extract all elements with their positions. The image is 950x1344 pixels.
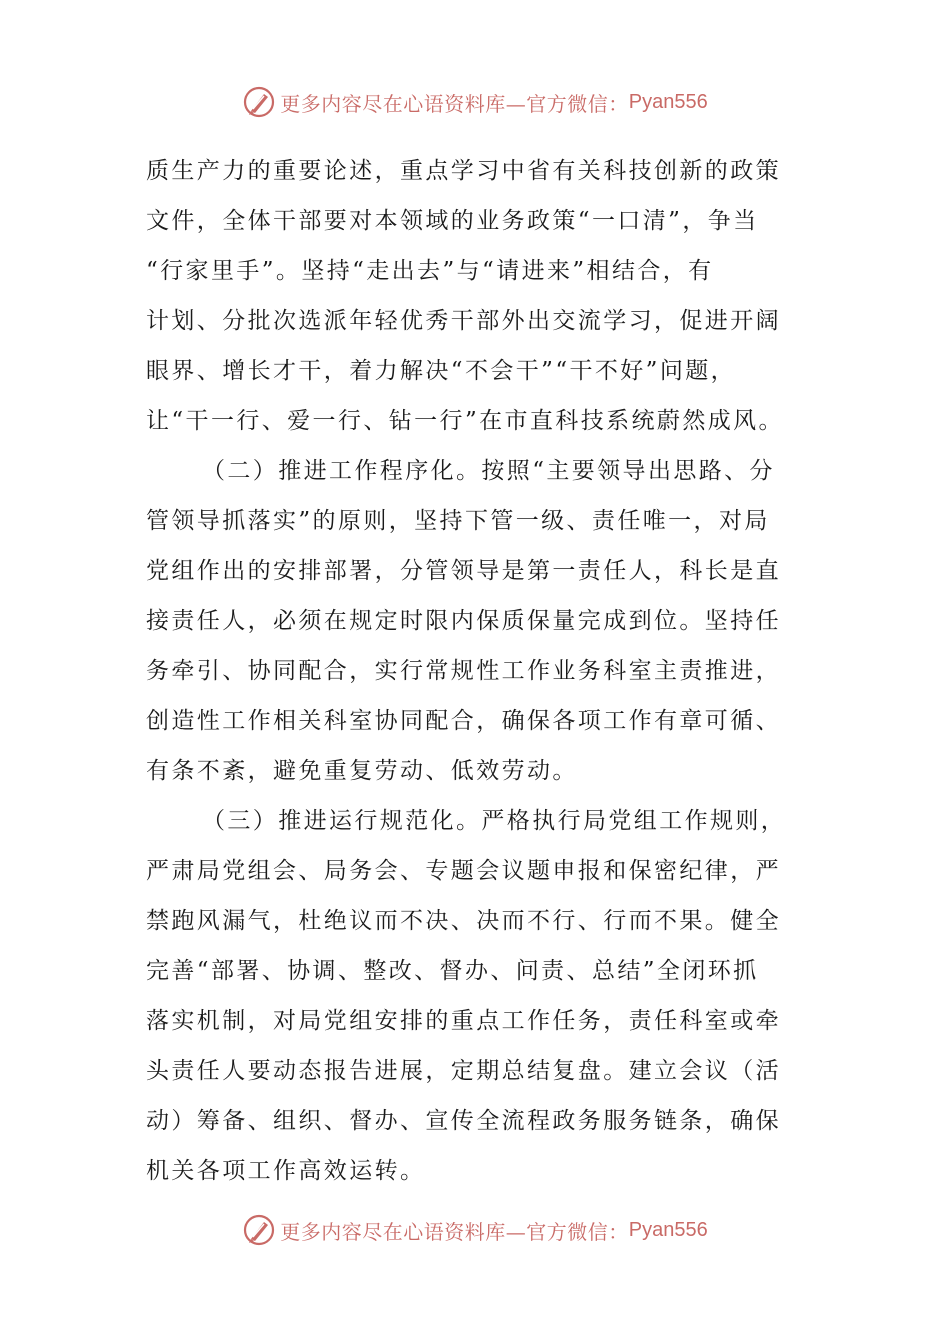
text-line: 完善“部署、协调、整改、督办、问责、总结”全闭环抓 <box>146 958 759 984</box>
text-line: 让“干一行、爱一行、钻一行”在市直科技系统蔚然成风。 <box>146 408 784 434</box>
text-line: 有条不紊，避免重复劳动、低效劳动。 <box>146 758 578 784</box>
text-line: 严肃局党组会、局务会、专题会议题申报和保密纪律，严 <box>146 858 781 884</box>
text-line: 党组作出的安排部署，分管领导是第一责任人，科长是直 <box>146 558 781 584</box>
watermark-text: 更多内容尽在心语资料库—官方微信： <box>280 1219 629 1244</box>
text-line: 动）筹备、组织、督办、宣传全流程政务服务链条，确保 <box>146 1108 781 1134</box>
watermark-text: 更多内容尽在心语资料库—官方微信： <box>280 91 629 116</box>
section-heading-line: （二）推进工作程序化。按照“主要领导出思路、分 <box>202 458 775 484</box>
header-watermark <box>0 82 950 122</box>
pen-logo-icon <box>242 85 276 119</box>
text-line: 质生产力的重要论述，重点学习中省有关科技创新的政策 <box>146 158 781 184</box>
watermark-wechat-id: Pyan556 <box>628 90 708 113</box>
text-line: 务牵引、协同配合，实行常规性工作业务科室主责推进， <box>146 658 781 684</box>
section-heading-line: （三）推进运行规范化。严格执行局党组工作规则， <box>202 808 787 834</box>
text-line: 管领导抓落实”的原则，坚持下管一级、责任唯一，对局 <box>146 508 770 534</box>
text-line: 计划、分批次选派年轻优秀干部外出交流学习，促进开阔 <box>146 308 781 334</box>
text-line: “行家里手”。坚持“走出去”与“请进来”相结合，有 <box>146 258 714 284</box>
text-line: 文件，全体干部要对本领域的业务政策“一口清”，争当 <box>146 208 759 234</box>
text-line: 创造性工作相关科室协同配合，确保各项工作有章可循、 <box>146 708 781 734</box>
text-line: 眼界、增长才干，着力解决“不会干”“干不好”问题， <box>146 358 737 384</box>
footer-watermark <box>0 1210 950 1250</box>
document-body <box>146 146 806 1196</box>
text-line: 禁跑风漏气，杜绝议而不决、决而不行、行而不果。健全 <box>146 908 781 934</box>
text-line: 机关各项工作高效运转。 <box>146 1158 426 1184</box>
text-line: 接责任人，必须在规定时限内保质保量完成到位。坚持任 <box>146 608 781 634</box>
watermark-wechat-id: Pyan556 <box>628 1218 708 1241</box>
pen-logo-icon <box>242 1213 276 1247</box>
text-line: 落实机制，对局党组安排的重点工作任务，责任科室或牵 <box>146 1008 781 1034</box>
text-line: 头责任人要动态报告进展，定期总结复盘。建立会议（活 <box>146 1058 781 1084</box>
